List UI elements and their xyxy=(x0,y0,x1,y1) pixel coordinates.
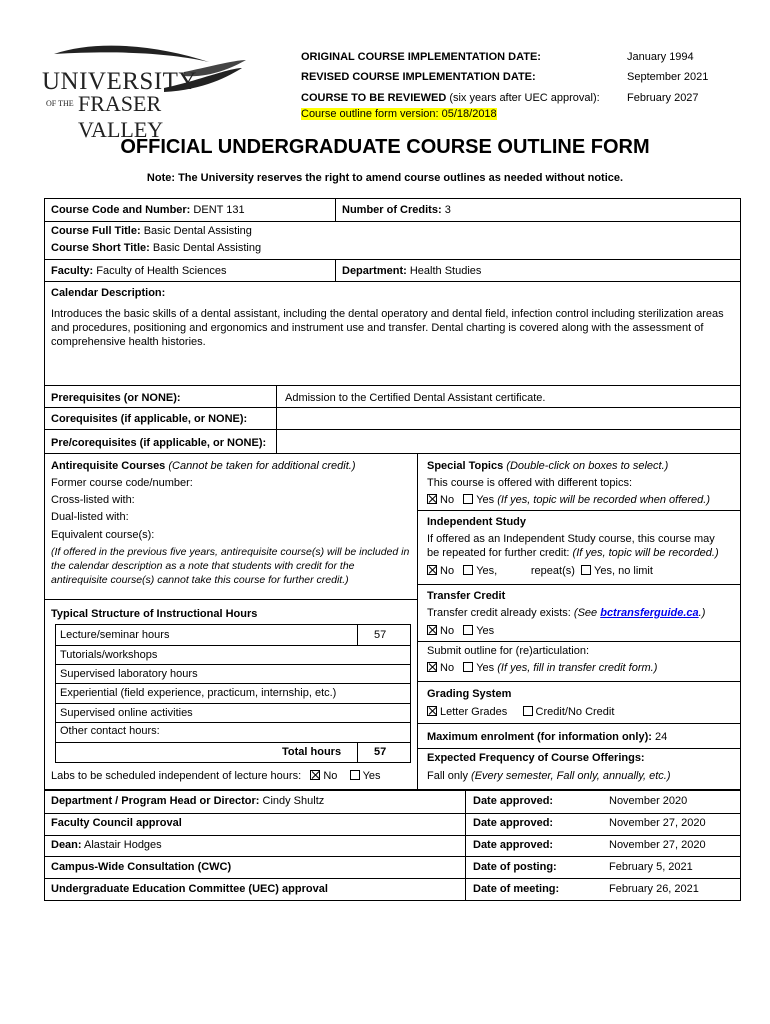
hours-row-label: Experiential (field experience, practicum, internship, etc.) xyxy=(60,687,337,699)
hours-row-label: Other contact hours: xyxy=(60,725,160,737)
special-no-checkbox[interactable] xyxy=(427,494,437,504)
credit-nocredit-checkbox[interactable] xyxy=(523,706,533,716)
hours-row-label: Supervised online activities xyxy=(60,707,193,719)
calendar-description[interactable]: Introduces the basic skills of a dental assistant, including the dental operatory and dental field, infection control including sterilization areas and procedures, positioning and ergonomics and instrument use and transfer. Dental charting is covered along with the assessment of comprehensive health histories. xyxy=(51,308,724,348)
independent-options: No Yes, repeat(s) Yes, no limit xyxy=(427,565,653,577)
submit-options: No Yes (If yes, fill in transfer credit form.) xyxy=(427,662,657,674)
transfer-label: Transfer Credit xyxy=(427,590,506,602)
former-code-field[interactable]: Former course code/number: xyxy=(51,477,193,489)
form-version: Course outline form version: 05/18/2018 xyxy=(301,108,497,120)
approval-row[interactable]: Campus-Wide Consultation (CWC) xyxy=(51,861,232,873)
dual-listed-field[interactable]: Dual-listed with: xyxy=(51,511,129,523)
approval-date-label: Date approved: xyxy=(473,817,554,829)
approval-row[interactable]: Department / Program Head or Director: Cindy Shultz xyxy=(51,795,325,807)
approval-date-label: Date of meeting: xyxy=(473,883,560,895)
approval-row[interactable]: Undergraduate Education Committee (UEC) approval xyxy=(51,883,328,895)
transfer-exists: Transfer credit already exists: (See bctransferguide.ca.) xyxy=(427,607,706,619)
full-title[interactable]: Course Full Title: Basic Dental Assisting xyxy=(51,225,252,237)
hours-row-label: Supervised laboratory hours xyxy=(60,668,198,680)
logo-of-the: OF THE xyxy=(46,99,74,108)
independent-line1: If offered as an Independent Study course, this course may xyxy=(427,533,715,545)
grading-label: Grading System xyxy=(427,688,512,700)
labs-yes-checkbox[interactable] xyxy=(350,770,360,780)
review-date-value: February 2027 xyxy=(627,92,699,104)
rev-date-value: September 2021 xyxy=(627,71,709,83)
special-topics-options: No Yes (If yes, topic will be recorded when offered.) xyxy=(427,494,710,506)
independent-no-checkbox[interactable] xyxy=(427,565,437,575)
transfer-no-checkbox[interactable] xyxy=(427,625,437,635)
bctransferguide-link[interactable]: bctransferguide.ca xyxy=(600,607,699,619)
approval-date-label: Date of posting: xyxy=(473,861,557,873)
independent-yes-checkbox[interactable] xyxy=(463,565,473,575)
short-title[interactable]: Course Short Title: Basic Dental Assisting xyxy=(51,242,262,254)
orig-date-label: ORIGINAL COURSE IMPLEMENTATION DATE: xyxy=(301,51,541,63)
total-hours-value: 57 xyxy=(374,746,387,758)
max-enrolment[interactable]: Maximum enrolment (for information only): 24 xyxy=(427,731,668,743)
hours-row-value[interactable]: 57 xyxy=(374,629,387,641)
credits[interactable]: Number of Credits: 3 xyxy=(342,204,451,216)
logo-fraser-valley: FRASER VALLEY xyxy=(78,91,164,142)
equivalent-field[interactable]: Equivalent course(s): xyxy=(51,529,155,541)
course-outline-form xyxy=(44,198,741,790)
independent-nolimit-checkbox[interactable] xyxy=(581,565,591,575)
calendar-label: Calendar Description: xyxy=(51,287,166,299)
logo-university: UNIVERSITY xyxy=(42,68,197,95)
prereq-value[interactable]: Admission to the Certified Dental Assistant certificate. xyxy=(285,392,546,404)
rev-date-label: REVISED COURSE IMPLEMENTATION DATE: xyxy=(301,71,536,83)
course-code[interactable]: Course Code and Number: DENT 131 xyxy=(51,204,245,216)
hours-row-label: Tutorials/workshops xyxy=(60,649,158,661)
independent-label: Independent Study xyxy=(427,516,526,528)
labs-schedule: Labs to be scheduled independent of lecture hours: No Yes xyxy=(51,770,381,782)
approval-row[interactable]: Dean: Alastair Hodges xyxy=(51,839,162,851)
precoreq-label: Pre/corequisites (if applicable, or NONE): xyxy=(51,437,267,449)
submit-outline: Submit outline for (re)articulation: xyxy=(427,645,590,657)
department[interactable]: Department: Health Studies xyxy=(342,265,482,277)
submit-yes-checkbox[interactable] xyxy=(463,662,473,672)
review-date-label: COURSE TO BE REVIEWED (six years after UEC approval): xyxy=(301,92,600,104)
cross-listed-field[interactable]: Cross-listed with: xyxy=(51,494,135,506)
coreq-label: Corequisites (if applicable, or NONE): xyxy=(51,413,248,425)
transfer-exists-options: No Yes xyxy=(427,625,494,637)
page-title: OFFICIAL UNDERGRADUATE COURSE OUTLINE FORM xyxy=(120,136,650,158)
approval-date[interactable]: November 2020 xyxy=(609,795,688,807)
submit-no-checkbox[interactable] xyxy=(427,662,437,672)
special-topics-line: This course is offered with different topics: xyxy=(427,477,633,489)
frequency-value[interactable]: Fall only (Every semester, Fall only, annually, etc.) xyxy=(427,770,671,782)
grading-options: Letter Grades Credit/No Credit xyxy=(427,706,614,718)
page-note: Note: The University reserves the right to amend course outlines as needed without notice. xyxy=(146,172,624,184)
approval-date[interactable]: February 5, 2021 xyxy=(609,861,693,873)
approval-date[interactable]: February 26, 2021 xyxy=(609,883,699,895)
labs-no-checkbox[interactable] xyxy=(310,770,320,780)
special-yes-checkbox[interactable] xyxy=(463,494,473,504)
approval-date-label: Date approved: xyxy=(473,795,554,807)
approvals-table xyxy=(44,790,741,901)
antireq-note: (If offered in the previous five years, antirequisite course(s) will be included in the calendar description as a note that students with credit for the antirequisite course(s) cannot take this course for further credit.) xyxy=(51,546,410,586)
special-topics-label: Special Topics (Double-click on boxes to select.) xyxy=(427,460,669,472)
hours-table xyxy=(55,624,411,763)
university-logo xyxy=(34,42,249,142)
total-hours-label: Total hours xyxy=(282,746,342,758)
transfer-yes-checkbox[interactable] xyxy=(463,625,473,635)
orig-date-value: January 1994 xyxy=(627,51,694,63)
letter-grades-checkbox[interactable] xyxy=(427,706,437,716)
independent-line2: be repeated for further credit: (If yes, topic will be recorded.) xyxy=(427,547,719,559)
approval-date[interactable]: November 27, 2020 xyxy=(609,817,706,829)
prereq-label: Prerequisites (or NONE): xyxy=(51,392,181,404)
antireq-label: Antirequisite Courses (Cannot be taken for additional credit.) xyxy=(51,460,356,472)
approval-date-label: Date approved: xyxy=(473,839,554,851)
hours-row-label: Lecture/seminar hours xyxy=(60,629,170,641)
faculty[interactable]: Faculty: Faculty of Health Sciences xyxy=(51,265,227,277)
approval-row[interactable]: Faculty Council approval xyxy=(51,817,182,829)
hours-label: Typical Structure of Instructional Hours xyxy=(51,608,258,620)
approval-date[interactable]: November 27, 2020 xyxy=(609,839,706,851)
frequency-label: Expected Frequency of Course Offerings: xyxy=(427,752,645,764)
